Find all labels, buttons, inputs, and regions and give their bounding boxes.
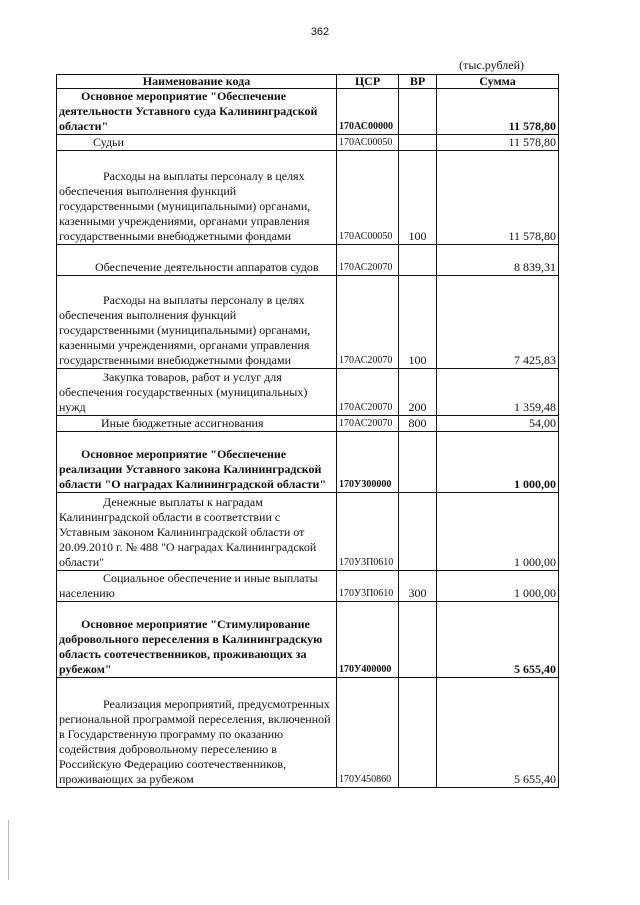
row-name: Судьи xyxy=(57,135,337,151)
row-amount: 5 655,40 xyxy=(437,678,559,788)
row-name: Реализация мероприятий, предусмотренных региональной программой переселения, включенной в Государственную программу по оказанию содействия добровольному переселению в Российскую Федерацию соотечественников, проживающих за рубежом xyxy=(57,678,337,788)
header-code: ЦСР xyxy=(337,75,399,89)
table-row xyxy=(57,276,559,369)
table-row xyxy=(57,571,559,602)
row-name: Иные бюджетные ассигнования xyxy=(57,416,337,432)
row-name: Основное мероприятие "Обеспечение реализации Уставного закона Калининградской области "О наградах Калининградской области" xyxy=(57,432,337,493)
row-vr: 200 xyxy=(399,369,437,416)
row-code: 170АС20070 xyxy=(337,276,399,369)
table-row xyxy=(57,678,559,788)
units-note: (тыс.рублей) xyxy=(459,58,524,72)
row-code: 170АС20070 xyxy=(337,416,399,432)
table-row xyxy=(57,493,559,571)
row-code: 170АС00050 xyxy=(337,151,399,245)
table-row xyxy=(57,369,559,416)
row-code: 170АС20070 xyxy=(337,245,399,276)
row-code: 170У3П0610 xyxy=(337,493,399,571)
row-amount: 1 000,00 xyxy=(437,432,559,493)
row-name: Основное мероприятие "Стимулирование добровольного переселения в Калининградскую область соотечественников, проживающих за рубежом" xyxy=(57,602,337,678)
table-row xyxy=(57,89,559,135)
row-amount: 11 578,80 xyxy=(437,89,559,135)
row-amount: 5 655,40 xyxy=(437,602,559,678)
row-amount: 7 425,83 xyxy=(437,276,559,369)
row-vr xyxy=(399,245,437,276)
row-vr: 100 xyxy=(399,276,437,369)
row-code: 170У450860 xyxy=(337,678,399,788)
row-code: 170У300000 xyxy=(337,432,399,493)
row-amount: 11 578,80 xyxy=(437,135,559,151)
row-amount: 1 359,48 xyxy=(437,369,559,416)
table-row xyxy=(57,432,559,493)
row-vr xyxy=(399,89,437,135)
row-amount: 8 839,31 xyxy=(437,245,559,276)
row-vr xyxy=(399,493,437,571)
row-vr xyxy=(399,678,437,788)
table-row xyxy=(57,135,559,151)
header-vr: ВР xyxy=(399,75,437,89)
header-amount: Сумма xyxy=(437,75,559,89)
table-row xyxy=(57,151,559,245)
row-amount: 1 000,00 xyxy=(437,493,559,571)
table-row xyxy=(57,245,559,276)
table-row xyxy=(57,602,559,678)
row-amount: 11 578,80 xyxy=(437,151,559,245)
row-name: Социальное обеспечение и иные выплаты населению xyxy=(57,571,337,602)
row-code: 170У400000 xyxy=(337,602,399,678)
header-name: Наименование кода xyxy=(57,75,337,89)
row-name: Расходы на выплаты персоналу в целях обеспечения выполнения функций государственными (муниципальными) органами, казенными учреждениями, органами управления государственными внебюджетными фондами xyxy=(57,151,337,245)
row-name: Обеспечение деятельности аппаратов судов xyxy=(57,245,337,276)
table-row xyxy=(57,416,559,432)
row-vr xyxy=(399,602,437,678)
table-header-row xyxy=(57,75,559,89)
row-name: Основное мероприятие "Обеспечение деятельности Уставного суда Калининградской области" xyxy=(57,89,337,135)
row-name: Расходы на выплаты персоналу в целях обеспечения выполнения функций государственными (муниципальными) органами, казенными учреждениями, органами управления государственными внебюджетными фондами xyxy=(57,276,337,369)
row-code: 170АС00050 xyxy=(337,135,399,151)
row-name: Закупка товаров, работ и услуг для обеспечения государственных (муниципальных) нужд xyxy=(57,369,337,416)
budget-table xyxy=(56,74,559,788)
row-vr: 300 xyxy=(399,571,437,602)
row-amount: 54,00 xyxy=(437,416,559,432)
row-code: 170У3П0610 xyxy=(337,571,399,602)
row-vr xyxy=(399,432,437,493)
row-vr: 100 xyxy=(399,151,437,245)
row-code: 170АС20070 xyxy=(337,369,399,416)
row-name: Денежные выплаты к наградам Калининградской области в соответствии с Уставным законом Калининградской области от 20.09.2010 г. № 488 "О наградах Калининградской области" xyxy=(57,493,337,571)
row-amount: 1 000,00 xyxy=(437,571,559,602)
page-number: 362 xyxy=(310,26,330,38)
row-code: 170АС00000 xyxy=(337,89,399,135)
scan-edge-mark xyxy=(8,820,9,880)
row-vr xyxy=(399,135,437,151)
row-vr: 800 xyxy=(399,416,437,432)
